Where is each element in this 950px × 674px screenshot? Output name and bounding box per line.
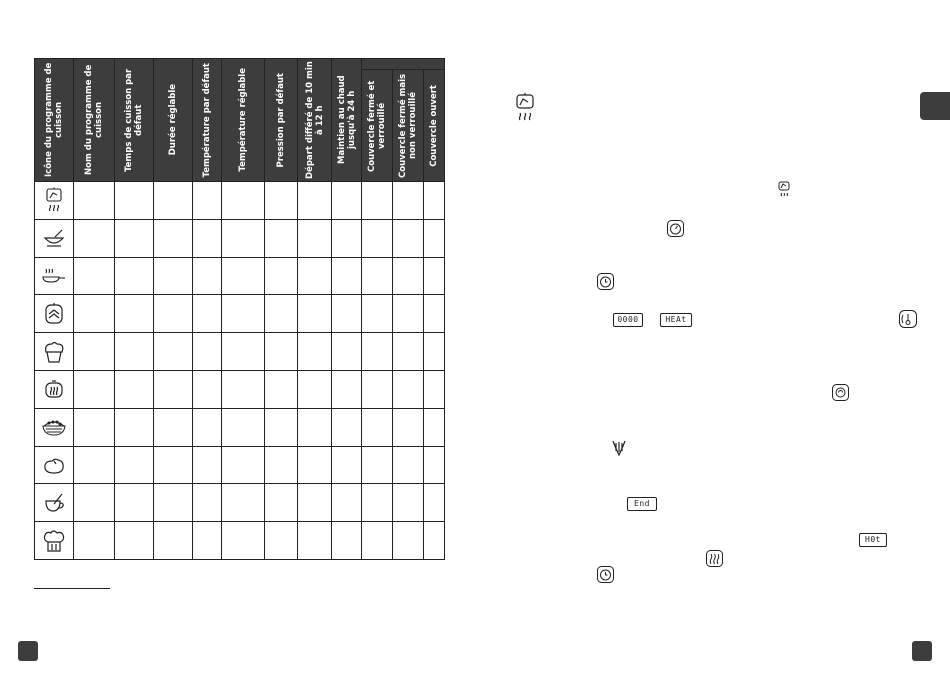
header-delayed-start: Départ différé de 10 min à 12 h — [298, 59, 332, 182]
table-row — [35, 333, 445, 371]
display-zeros: 0000 — [613, 313, 643, 327]
header-lid-closed-unlocked: Couvercle fermé mais non verrouillé — [393, 70, 424, 182]
page-number-tab-left — [18, 641, 38, 661]
table-row — [35, 295, 445, 333]
start-icon — [832, 384, 849, 401]
header-adjustable-duration: Durée réglable — [154, 59, 193, 182]
section-tab — [920, 92, 950, 120]
header-lid-group — [362, 59, 445, 70]
header-name: Nom du programme de cuisson — [74, 59, 115, 182]
steam-basket-icon — [44, 302, 64, 326]
header-default-temperature: Température par défaut — [193, 59, 222, 182]
temperature-icon — [899, 310, 917, 328]
header-adjustable-temperature: Température réglable — [222, 59, 265, 182]
pressure-steam-icon — [44, 187, 64, 213]
right-page — [475, 0, 950, 674]
display-end: End — [627, 497, 657, 511]
timer-icon — [667, 220, 684, 237]
footnote-divider — [34, 588, 110, 589]
table-row — [35, 219, 445, 257]
delayed-start-icon — [597, 273, 614, 290]
header-lid-open: Couvercle ouvert — [424, 70, 445, 182]
header-default-pressure: Pression par défaut — [265, 59, 298, 182]
keep-warm-icon — [706, 550, 723, 567]
table-row — [35, 182, 445, 220]
pressure-steam-icon — [777, 181, 791, 199]
header-icon: Icône du programme de cuisson — [35, 59, 74, 182]
display-heat: HEAt — [660, 313, 692, 327]
table-row — [35, 446, 445, 484]
table-row — [35, 408, 445, 446]
delayed-start-icon — [597, 566, 614, 583]
display-hot: H0t — [859, 533, 887, 547]
header-keep-warm: Maintien au chaud jusqu'à 24 h — [332, 59, 362, 182]
dough-icon — [43, 456, 65, 474]
table-row — [35, 484, 445, 522]
sauce-bowl-icon — [43, 228, 65, 248]
table-row — [35, 522, 445, 560]
chef-hat-icon — [43, 528, 65, 554]
yogurt-icon — [43, 492, 65, 514]
table-row — [35, 370, 445, 408]
pressure-steam-icon — [513, 92, 537, 122]
cake-icon — [43, 340, 65, 364]
steam-release-icon — [611, 439, 627, 457]
header-default-time: Temps de cuisson par défaut — [115, 59, 154, 182]
table-row — [35, 257, 445, 295]
pot-icon — [43, 378, 65, 400]
page-number-tab-right — [912, 641, 932, 661]
cooking-program-table — [34, 58, 445, 560]
rice-bowl-icon — [42, 417, 66, 437]
header-lid-locked: Couvercle fermé et verrouillé — [362, 70, 393, 182]
frying-pan-icon — [42, 267, 66, 285]
